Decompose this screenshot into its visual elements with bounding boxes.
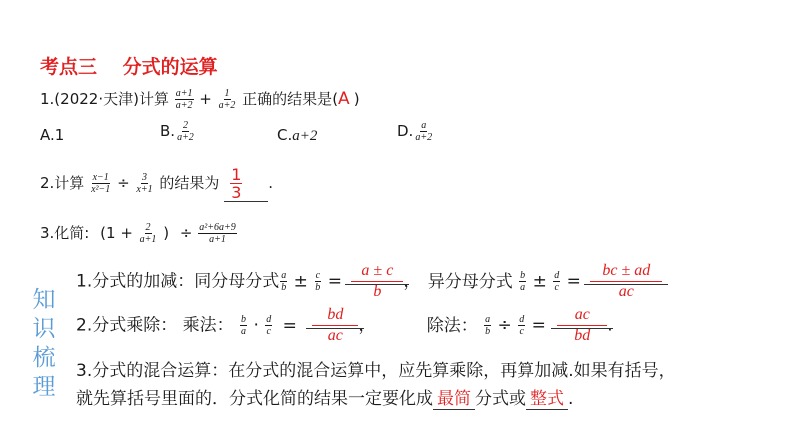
- k3-text-b: 分式或: [475, 389, 526, 409]
- k2-label: 2.分式乘除： 乘法：: [76, 315, 234, 336]
- k2-sep: ，: [358, 315, 376, 336]
- k2-answer-2: $\frac{ac}{bd}$: [557, 306, 607, 345]
- q3-fraction-1: $\frac{2}{a+1}$: [139, 222, 157, 245]
- k2-answer: $\frac{bd}{ac}$: [312, 306, 358, 345]
- k1-pm: ±: [293, 271, 308, 292]
- q2-div: ÷: [117, 174, 130, 192]
- k1-fraction-4: $\frac{d}{c}$: [554, 270, 560, 293]
- q2-fraction-2: $\frac{3}{x+1}$: [136, 172, 153, 195]
- k3-blank-2: 整式: [526, 384, 568, 410]
- sidebar-knowledge-summary: 知识梳理: [32, 287, 56, 400]
- q1-suffix: 正确的结果是: [242, 90, 333, 108]
- k2-label2: 除法：: [426, 315, 478, 336]
- k1-eq: =: [327, 271, 342, 292]
- q1-fraction-2: $\frac{1}{a+2}$: [218, 88, 236, 111]
- q2-suffix: 的结果为: [159, 174, 220, 192]
- q1-paren-close: ): [353, 90, 360, 108]
- k2-eq: =: [282, 315, 297, 336]
- k1-sep: ，: [403, 271, 421, 292]
- q2-end: .: [268, 174, 273, 192]
- knowledge-1: [76, 262, 662, 301]
- knowledge-2: [76, 306, 613, 345]
- k3-blank-1: 最简: [433, 384, 475, 410]
- q1-plus: +: [199, 90, 212, 108]
- q2-prefix: 2.计算: [40, 174, 85, 192]
- k2-fraction-2: $\frac{d}{c}$: [266, 314, 272, 337]
- q2-answer-blank: [224, 166, 268, 202]
- q1-option-b: B. $\frac{2}{a+2}$: [160, 120, 194, 143]
- k1-pm-2: ±: [532, 271, 547, 292]
- question-1: [40, 88, 360, 111]
- k3-text-a: 就先算括号里面的．分式化简的结果一定要化成: [76, 389, 433, 409]
- q3-open: (1 +: [100, 224, 133, 242]
- k2-end: .: [607, 315, 613, 336]
- k3-end: .: [568, 389, 574, 409]
- k2-eq-2: =: [531, 315, 546, 336]
- q2-answer: $\frac{1}{3}$: [231, 165, 242, 202]
- knowledge-3-line-1: 3.分式的混合运算：在分式的混合运算中，应先算乘除，再算加减.如果有括号，: [76, 361, 676, 381]
- k1-eq-2: =: [566, 271, 581, 292]
- question-2: [40, 166, 273, 202]
- k2-fraction-4: $\frac{d}{c}$: [519, 314, 525, 337]
- q1-fraction-1: $\frac{a+1}{a+2}$: [175, 88, 193, 111]
- k1-fraction-2: $\frac{c}{b}$: [315, 270, 321, 293]
- q1-option-d: D. $\frac{a}{a+2}$: [397, 120, 433, 143]
- k1-answer: $\frac{a \pm c}{b}$: [351, 262, 403, 301]
- q2-fraction-1: $\frac{x-1}{\text{x²−1}}$: [91, 172, 111, 195]
- k2-fraction-3: $\frac{a}{b}$: [485, 314, 491, 337]
- k1-fraction-1: $\frac{a}{b}$: [281, 270, 287, 293]
- q3-fraction-2: $\frac{\text{a²+6a+9}}{a+1}$: [199, 222, 236, 245]
- section-title: 考点三 分式的运算: [40, 56, 218, 78]
- q1-prefix: 1.(2022·天津)计算: [40, 90, 169, 108]
- question-3: [40, 222, 238, 245]
- q3-prefix: 3.化简:: [40, 224, 90, 242]
- k1-label: 1.分式的加减：同分母分式: [76, 271, 280, 292]
- k2-dot: ·: [253, 315, 259, 336]
- q3-close: ): [163, 224, 170, 242]
- q1-paren-open: (: [332, 90, 339, 108]
- k2-fraction-1: $\frac{b}{a}$: [241, 314, 247, 337]
- k2-div: ÷: [497, 315, 512, 336]
- q3-div: ÷: [179, 224, 193, 242]
- knowledge-3-line-2: [76, 384, 573, 410]
- q1-option-a: A.1: [40, 126, 65, 144]
- q1-option-c: C.a+2: [277, 126, 318, 144]
- k1-fraction-3: $\frac{b}{a}$: [520, 270, 526, 293]
- k1-label2: 异分母分式: [427, 271, 513, 292]
- q1-answer: A: [338, 89, 350, 109]
- k1-answer-2: $\frac{bc \pm ad}{ac}$: [590, 262, 662, 301]
